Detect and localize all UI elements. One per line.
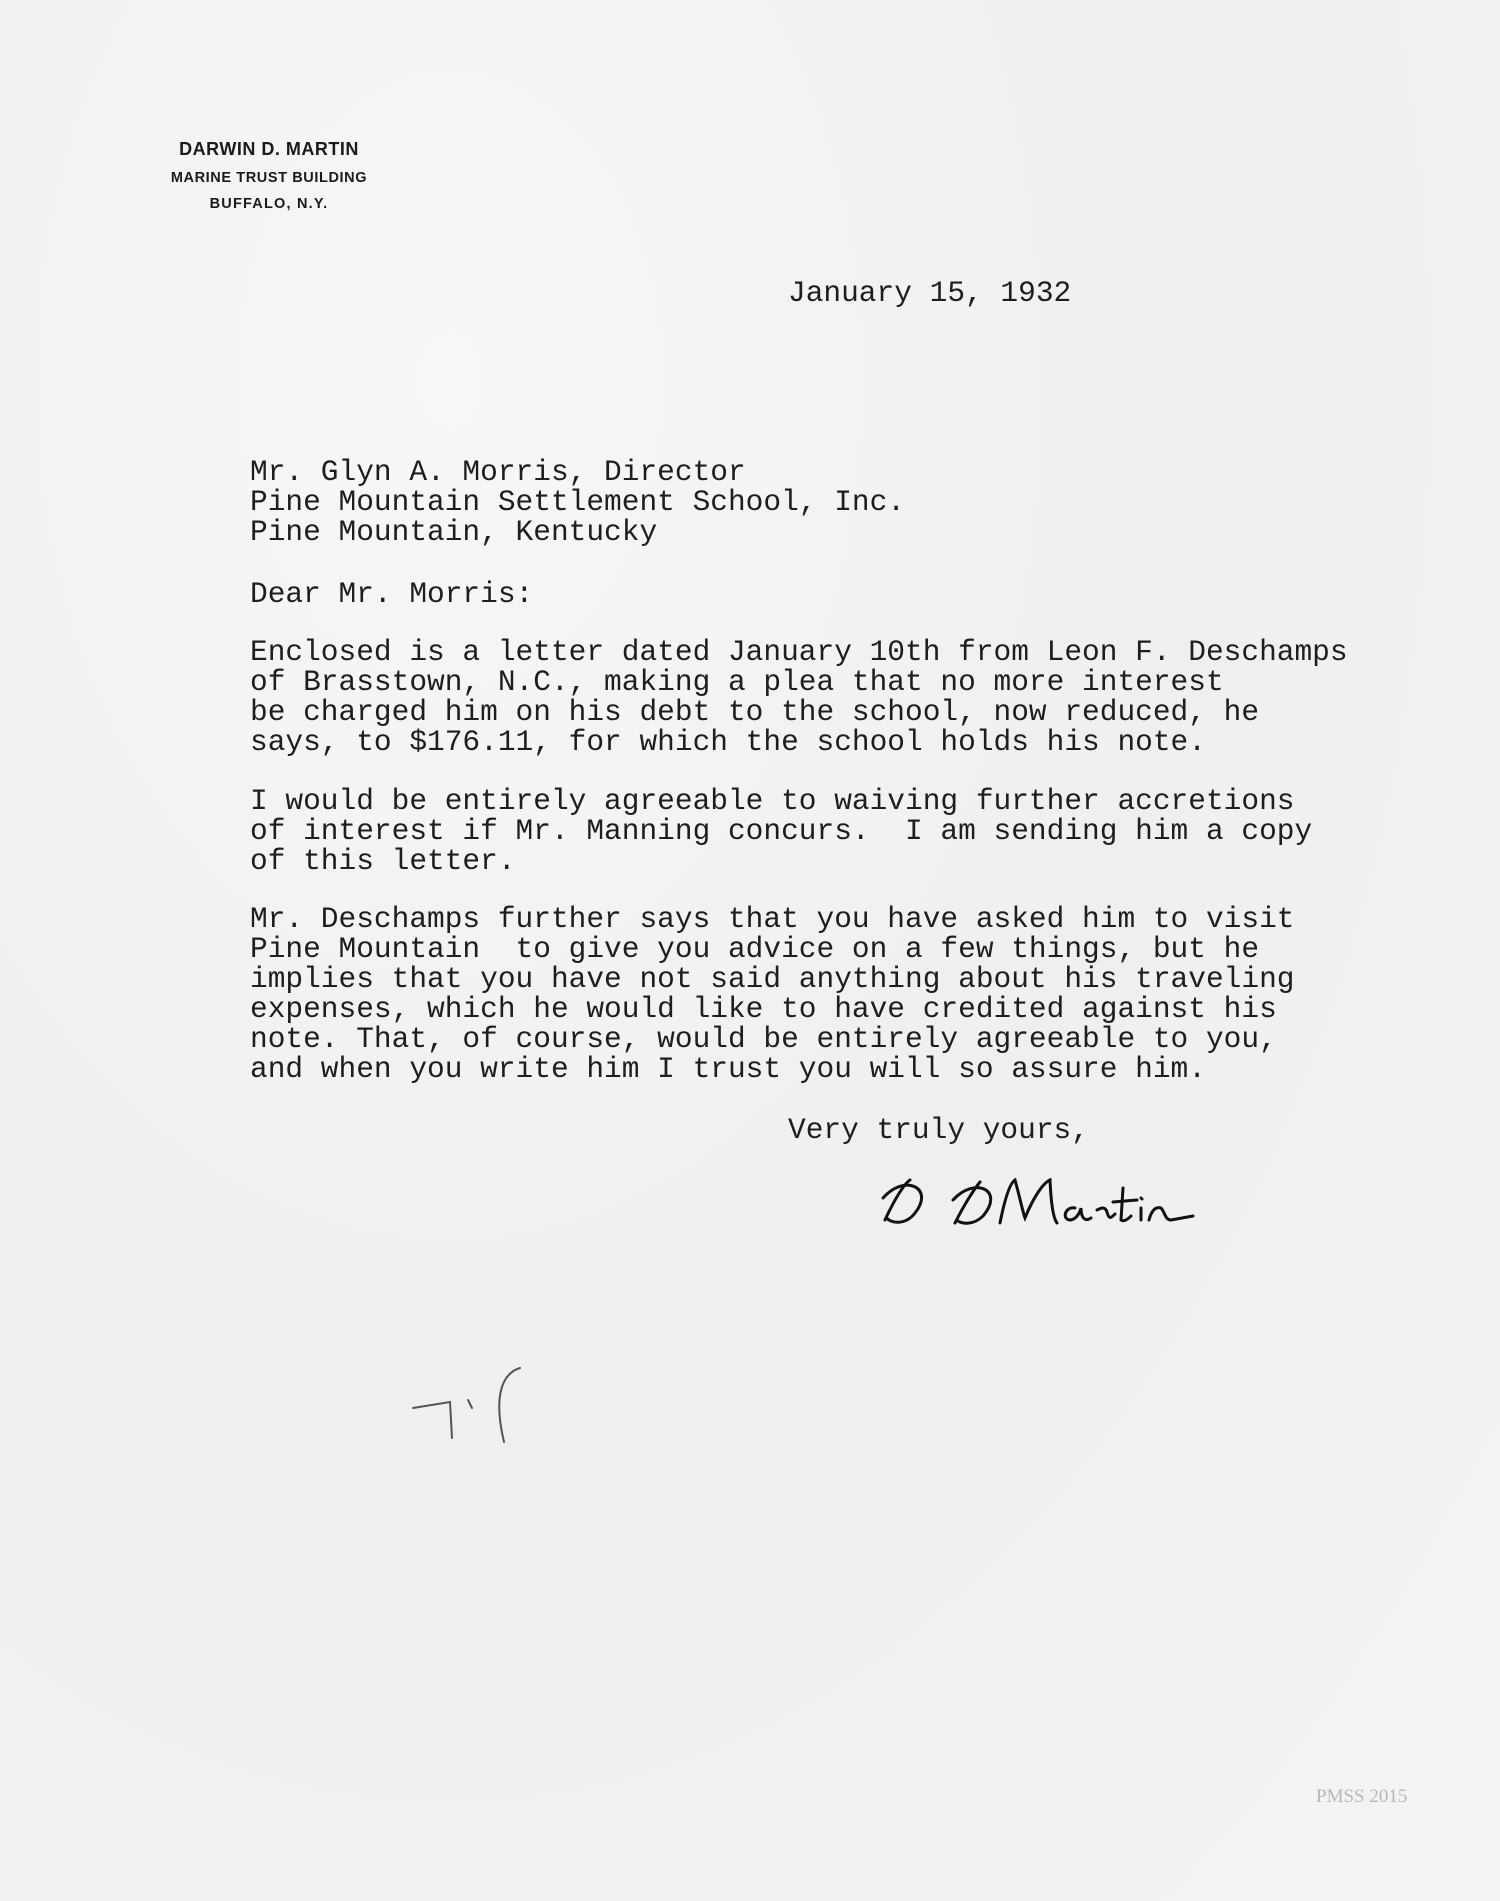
body-line: Pine Mountain to give you advice on a few things, but he [250, 932, 1260, 966]
address-line: Pine Mountain Settlement School, Inc. [250, 485, 906, 519]
letterhead-city: BUFFALO, N.Y. [209, 196, 329, 212]
body-line: expenses, which he would like to have credited against his [250, 992, 1277, 1026]
letterhead-name: DARWIN D. MARTIN [179, 139, 359, 159]
body-line: of interest if Mr. Manning concurs. I am sending him a copy [250, 814, 1313, 848]
letter-date: January 15, 1932 [788, 276, 1072, 310]
salutation: Dear Mr. Morris: [250, 577, 534, 611]
paragraph-3 [250, 904, 1294, 1084]
body-line: of this letter. [250, 844, 516, 878]
body-line: and when you write him I trust you will so assure him. [250, 1052, 1206, 1086]
paragraph-1 [250, 637, 1348, 757]
handwritten-signature [875, 1168, 1205, 1238]
body-line: says, to $176.11, for which the school holds his note. [250, 725, 1206, 759]
body-line: of Brasstown, N.C., making a plea that no more interest [250, 665, 1224, 699]
body-line: Mr. Deschamps further says that you have asked him to visit [250, 902, 1295, 936]
address-line: Mr. Glyn A. Morris, Director [250, 455, 746, 489]
body-line: implies that you have not said anything about his traveling [250, 962, 1295, 996]
archive-watermark: PMSS 2015 [1316, 1786, 1408, 1807]
address-line: Pine Mountain, Kentucky [250, 515, 658, 549]
paragraph-2 [250, 786, 1312, 876]
pencil-mark [408, 1360, 558, 1450]
letterhead-building: MARINE TRUST BUILDING [170, 170, 368, 186]
closing: Very truly yours, [788, 1113, 1089, 1147]
body-line: Enclosed is a letter dated January 10th from Leon F. Deschamps [250, 635, 1348, 669]
body-line: note. That, of course, would be entirely agreeable to you, [250, 1022, 1277, 1056]
body-line: I would be entirely agreeable to waiving further accretions [250, 784, 1295, 818]
recipient-address [250, 457, 905, 547]
body-line: be charged him on his debt to the school, now reduced, he [250, 695, 1260, 729]
